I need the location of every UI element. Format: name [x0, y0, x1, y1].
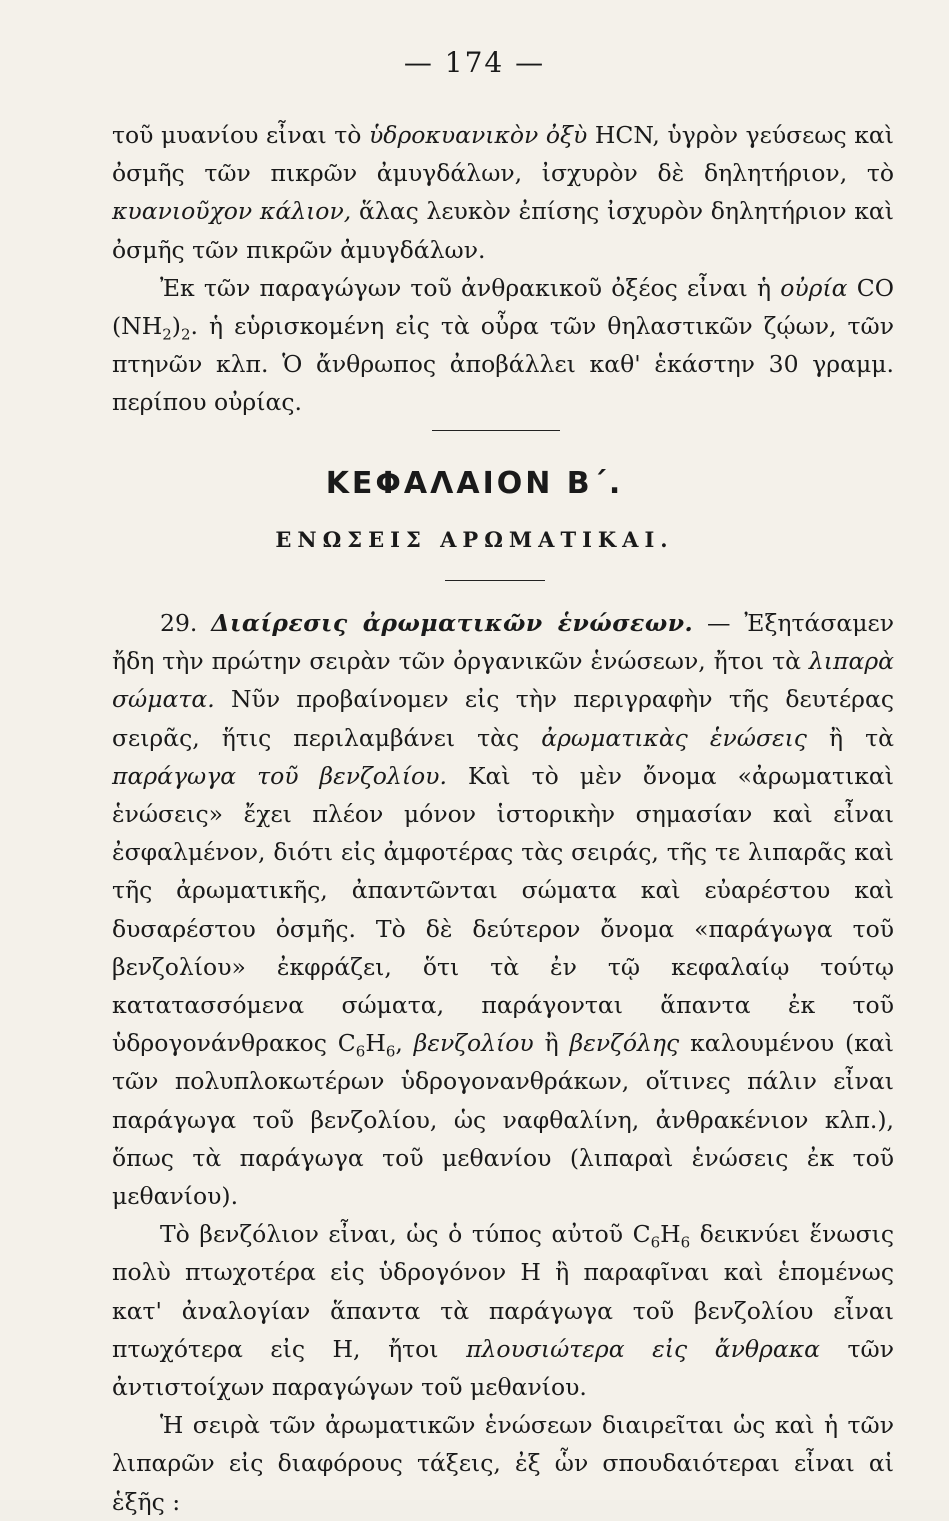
section-29-text: [112, 604, 894, 1521]
text-run: CO (NH: [112, 273, 894, 341]
text-run: τῶν ἀντιστοίχων παραγώγων τοῦ μεθανίου.: [112, 1334, 895, 1402]
text-run: Τὸ βενζόλιον εἶναι, ὡς ὁ τύπος αὐτοῦ C: [160, 1220, 651, 1249]
chapter-subtitle: ΕΝΩΣΕΙΣ ΑΡΩΜΑΤΙΚΑΙ.: [275, 527, 674, 552]
divider-rule: [432, 430, 560, 431]
italic-term: πλουσιώτερα εἰς ἄνθρακα: [466, 1334, 820, 1363]
page-number: — 174 —: [403, 46, 546, 79]
intro-text: [112, 116, 894, 422]
italic-term: βενζόλης: [569, 1029, 680, 1058]
subscript: 6: [680, 1233, 691, 1252]
section-heading: Διαίρεσις ἀρωματικῶν ἑνώσεων.: [211, 609, 694, 637]
subscript: 2: [180, 325, 191, 344]
section-29-paragraph-2: [112, 1215, 894, 1406]
italic-term: ἀρωματικὰς ἑνώσεις: [541, 723, 807, 752]
section-29-paragraph-3: Ἡ σειρὰ τῶν ἀρωματικῶν ἑνώσεων διαιρεῖται ὡς καὶ ἡ τῶν λιπαρῶν εἰς διαφόρους τάξεις, ἐξ ὧν σπουδαιότεραι εἶναι αἱ ἑξῆς :: [112, 1411, 894, 1516]
subscript: 6: [650, 1233, 661, 1252]
intro-paragraph-1: [112, 116, 894, 269]
text-run: Καὶ τὸ μὲν ὄνομα «ἀρωματικαὶ ἑνώσεις» ἔχει πλέον μόνον ἱστορικὴν σημασίαν καὶ εἶναι ἐσφαλμένον, διότι εἰς ἀμφοτέρας τὰς σειράς, τῆς τε λιπαρᾶς καὶ τῆς ἀρωματικῆς, ἀπαντῶνται σώματα καὶ εὐαρέστου καὶ δυσαρέστου ὀσμῆς. Τὸ δὲ δεύτερον ὄνομα «παράγωγα τοῦ βενζολίου» ἐκφράζει, ὅτι τὰ ἐν τῷ κεφαλαίῳ τούτῳ κατατασσόμενα σώματα, παράγονται ἅπαντα ἐκ τοῦ ὑδρογονάνθρακος C: [112, 761, 894, 1058]
text-run: ): [171, 312, 181, 341]
text-run: ,: [395, 1029, 414, 1058]
section-29-paragraph-1: [112, 604, 894, 1215]
text-run: Νῦν προβαίνομεν εἰς τὴν περιγραφὴν τῆς δευτέρας σειρᾶς, ἥτις περιλαμβάνει τὰς: [112, 685, 894, 752]
text-run: δεικνύει ἕνωσις πολὺ πτωχοτέρα εἰς ὑδρογόνον H ἢ παραφῖναι καὶ ἑπομένως κατ' ἀναλογίαν ἅπαντα τὰ παράγωγα τοῦ βενζολίου εἶναι πτωχότερα εἰς H, ἤτοι: [112, 1220, 894, 1363]
italic-term: παράγωγα τοῦ βενζολίου.: [112, 761, 447, 790]
section-number: 29.: [160, 609, 212, 637]
subscript: 6: [355, 1042, 366, 1061]
text-run: ἅλας λευκὸν ἐπίσης ἰσχυρὸν δηλητήριον καὶ ὀσμῆς τῶν πικρῶν ἀμυγδάλων.: [112, 197, 894, 264]
text-run: . ἡ εὑρισκομένη εἰς τὰ οὖρα τῶν θηλαστικῶν ζῴων, τῶν πτηνῶν κλπ. Ὁ ἄνθρωπος ἀποβάλλει καθ' ἑκάστην 30 γραμμ. περίπου οὐρίας.: [112, 312, 894, 417]
divider-rule: [445, 580, 545, 581]
subscript: 2: [162, 325, 172, 344]
text-run: HCN, ὑγρὸν γεύσεως καὶ ὀσμῆς τῶν πικρῶν ἀμυγδάλων, ἰσχυρὸν δὲ δηλητήριον, τὸ: [112, 121, 894, 188]
text-run: τοῦ μυανίου εἶναι τὸ: [112, 121, 370, 149]
text-run: ἢ τὰ: [806, 723, 895, 752]
italic-term: οὐρία: [780, 273, 848, 302]
text-run: H: [365, 1029, 386, 1058]
text-run: καλουμένου (καὶ τῶν πολυπλοκωτέρων ὑδρογονανθράκων, οἵτινες πάλιν εἶναι παράγωγα τοῦ βενζολίου, ὡς ναφθαλίνη, ἀνθρακένιον κλπ.), ὅπως τὰ παράγωγα τοῦ μεθανίου (λιπαραὶ ἑνώσεις ἐκ τοῦ μεθανίου).: [112, 1029, 894, 1211]
italic-term: κυανιοῦχον κάλιον,: [112, 197, 352, 226]
text-run: Ἐκ τῶν παραγώγων τοῦ ἀνθρακικοῦ ὀξέος εἶναι ἡ: [160, 273, 781, 302]
italic-term: λιπαρὰ σώματα.: [112, 647, 894, 714]
text-run: ἢ: [533, 1029, 570, 1058]
text-run: H: [660, 1220, 681, 1249]
chapter-title: ΚΕΦΑΛΑΙΟΝ Β΄.: [325, 466, 624, 501]
italic-term: βενζολίου: [413, 1029, 534, 1058]
subscript: 6: [385, 1042, 396, 1061]
text-run: — Ἐξητάσαμεν ἤδη τὴν πρώτην σειρὰν τῶν ὀργανικῶν ἑνώσεων, ἤτοι τὰ: [112, 609, 895, 676]
italic-term: ὑδροκυανικὸν ὀξὺ: [369, 121, 588, 149]
intro-paragraph-2: [112, 269, 894, 422]
